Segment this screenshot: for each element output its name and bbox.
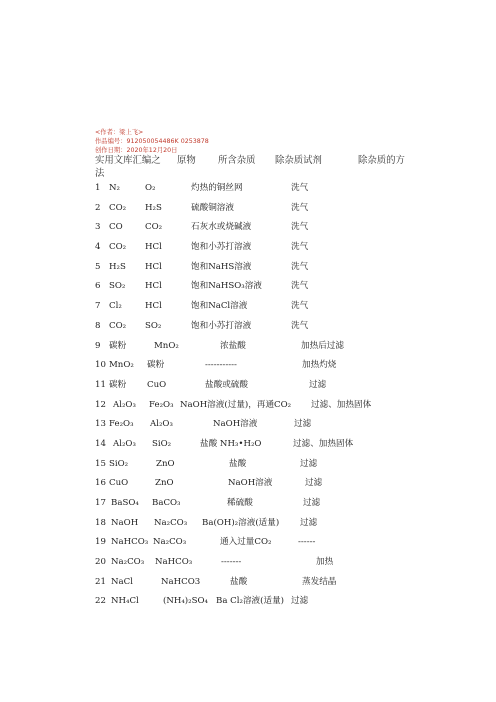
item-method: 洗气 [291,281,309,292]
item-substance: NaHCO₃ [111,537,149,548]
item-impurity: HCl [145,301,162,312]
item-number: 17 [95,498,106,508]
item-number: 4 [95,242,101,253]
item-method: 加热灼烧 [302,360,337,371]
list-item [95,241,445,261]
item-substance: CO₂ [109,242,127,253]
item-number: 10 [95,360,106,371]
item-substance: Al₂O₃ [113,438,136,449]
item-method: 洗气 [291,301,309,312]
item-substance: SO₂ [109,281,126,292]
heading-title: 实用文库汇编之 [95,155,161,166]
item-reagent: ------- [221,557,242,568]
item-method: ------ [298,537,316,548]
item-reagent: 盐酸 NH₃•H₂O [200,438,262,449]
item-impurity: CO₂ [145,222,163,233]
item-number: 22 [95,596,106,607]
item-number: 21 [95,576,106,587]
item-method: 洗气 [291,261,309,272]
list-item [95,399,445,419]
heading-method-continued: 法 [95,168,105,179]
item-reagent: 灼热的铜丝网 [191,183,243,193]
item-method: 洗气 [291,202,309,213]
item-method: 过滤 [305,478,323,489]
item-impurity: HCl [145,281,162,292]
document-meta [95,128,435,155]
heading-impurity: 所含杂质 [218,155,256,166]
item-substance: Fe₂O₃ [109,419,134,430]
item-reagent: 盐酸 [229,458,247,469]
item-number: 1 [95,183,101,193]
item-substance: CO [109,222,123,233]
item-reagent: 饱和小苏打溶液 [191,242,252,253]
item-method: 洗气 [291,242,309,253]
item-number: 9 [95,340,101,351]
item-substance: SiO₂ [109,458,129,469]
item-impurity: HCl [145,261,162,272]
item-reagent: 石灰水或烧碱液 [191,222,252,233]
item-reagent: Ba(OH)₂溶液(适量) [202,517,280,528]
item-reagent: 硫酸铜溶液 [191,202,234,213]
item-method: 过滤 [309,379,327,390]
item-reagent: 饱和NaCl溶液 [191,301,248,312]
item-method: 过滤、加热固体 [311,399,372,410]
item-substance: NH₄Cl [111,596,139,607]
item-impurity: (NH₄)₂SO₄ [163,596,208,607]
doc-number-line: 作品编号：912050054486K 0253878 [95,138,209,145]
item-impurity: HCl [145,242,162,253]
item-substance: 碳粉 [109,379,127,390]
item-impurity: Al₂O₃ [150,419,173,430]
list-item [95,320,445,340]
purification-list [95,182,445,615]
item-method: 过滤 [291,596,309,607]
list-item [95,477,445,497]
list-item [95,576,445,596]
item-substance: NaCl [111,576,133,587]
item-method: 洗气 [291,320,309,331]
item-number: 5 [95,261,101,272]
item-impurity: Na₂CO₃ [153,537,187,548]
item-substance: N₂ [109,183,120,193]
item-impurity: NaHCO3 [161,576,201,587]
list-item [95,497,445,517]
list-item [95,418,445,438]
item-impurity: ZnO [156,458,175,469]
item-method: 过滤 [300,458,318,469]
heading-row [95,154,425,167]
item-impurity: NaHCO₃ [155,557,193,568]
item-impurity: H₂S [145,202,162,213]
item-impurity: CuO [147,379,167,390]
item-substance: CuO [109,478,129,489]
item-number: 3 [95,222,101,233]
list-item [95,280,445,300]
item-impurity: Na₂CO₃ [154,517,188,528]
item-reagent: Ba Cl₂溶液(适量) [216,596,285,607]
heading-method: 除杂质的方 [358,155,405,166]
list-item [95,359,445,379]
item-method: 洗气 [291,183,309,193]
item-number: 12 [95,399,106,410]
item-number: 2 [95,202,101,213]
item-number: 20 [95,557,106,568]
item-impurity: O₂ [145,183,156,193]
heading-substance: 原物 [177,155,196,166]
item-number: 11 [95,379,106,390]
item-impurity: MnO₂ [154,340,179,351]
list-item [95,300,445,320]
list-item [95,202,445,222]
item-substance: Al₂O₃ [113,399,136,410]
list-item [95,595,445,615]
item-number: 16 [95,478,106,489]
item-impurity: ZnO [155,478,174,489]
item-method: 洗气 [291,222,309,233]
item-substance: Na₂CO₃ [111,557,145,568]
item-method: 过滤、加热固体 [293,438,354,449]
item-reagent: 饱和小苏打溶液 [191,320,252,331]
date-line: 创作日期：2020年12月20日 [95,147,178,154]
list-item [95,517,445,537]
item-number: 8 [95,320,101,331]
item-impurity: SiO₂ [152,438,172,449]
list-item [95,556,445,576]
item-method: 加热 [316,557,334,568]
item-method: 加热后过滤 [301,340,344,351]
item-reagent: NaOH溶液 [213,419,258,430]
list-item [95,458,445,478]
item-substance: 碳粉 [109,340,127,351]
item-impurity: Fe₂O₃ [149,399,174,410]
item-reagent: 稀硫酸 [227,498,253,508]
item-substance: NaOH [111,517,139,528]
item-method: 过滤 [303,498,321,508]
author-line: <作者：梁上飞> [95,129,144,136]
item-number: 13 [95,419,106,430]
item-method: 过滤 [294,419,312,430]
list-item [95,221,445,241]
item-number: 14 [95,438,106,449]
item-substance: MnO₂ [109,360,134,371]
table-heading [95,154,425,180]
item-substance: CO₂ [109,202,127,213]
item-number: 19 [95,537,106,548]
item-method: 过滤 [300,517,318,528]
item-reagent: ----------- [205,360,237,371]
item-impurity: 碳粉 [147,360,165,371]
item-number: 15 [95,458,106,469]
list-item [95,536,445,556]
heading-reagent: 除杂质试剂 [275,155,322,166]
item-number: 6 [95,281,101,292]
item-reagent: 饱和NaHS溶液 [191,261,252,272]
item-number: 7 [95,301,101,312]
item-reagent: 盐酸或硫酸 [205,379,248,390]
list-item [95,340,445,360]
item-method: 蒸发结晶 [302,576,337,587]
list-item [95,438,445,458]
list-item [95,379,445,399]
item-substance: CO₂ [109,320,127,331]
list-item [95,261,445,281]
item-substance: BaSO₄ [111,498,139,508]
item-substance: Cl₂ [109,301,122,312]
item-reagent: 饱和NaHSO₃溶液 [191,281,262,292]
item-substance: H₂S [109,261,126,272]
item-reagent: 通入过量CO₂ [220,537,272,548]
item-impurity: BaCO₃ [152,498,181,508]
item-reagent: 浓盐酸 [220,340,246,351]
item-impurity: SO₂ [145,320,162,331]
list-item [95,182,445,202]
item-reagent: 盐酸 [230,576,248,587]
item-reagent: NaOH溶液 [228,478,273,489]
item-number: 18 [95,517,106,528]
item-reagent: NaOH溶液(过量)，再通CO₂ [180,399,292,410]
